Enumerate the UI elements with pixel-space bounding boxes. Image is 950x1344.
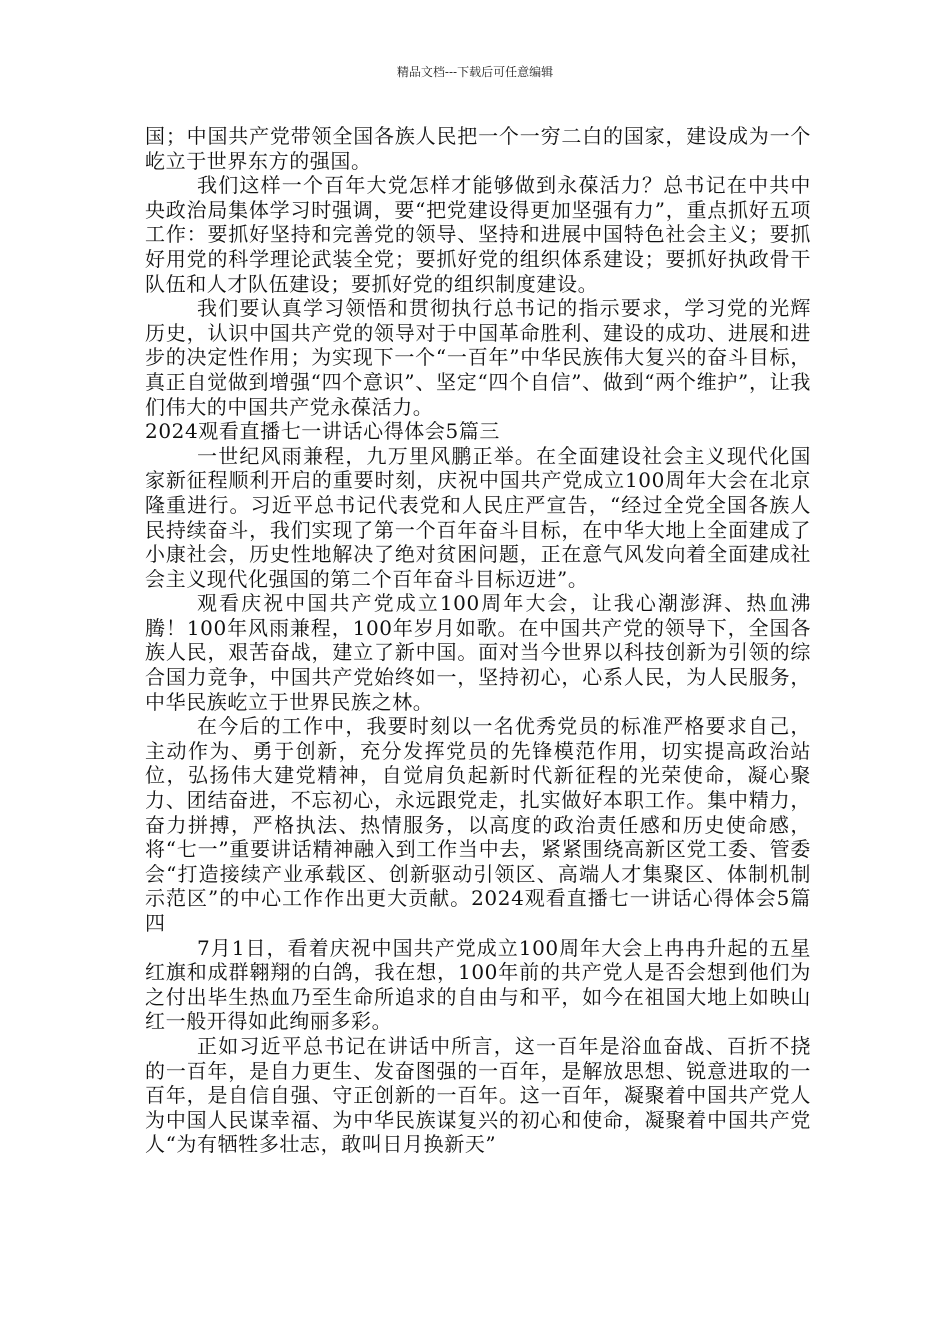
paragraph: 观看庆祝中国共产党成立100周年大会，让我心潮澎湃、热血沸腾！100年风雨兼程，100年岁月如歌。在中国共产党的领导下，全国各族人民，艰苦奋战，建立了新中国。面对当今世界以科技创新为引领的综合国力竞争，中国共产党始终如一，坚持初心，心系人民，为人民服务，中华民族屹立于世界民族之林。 [145,591,811,714]
paragraph: 7月1日，看着庆祝中国共产党成立100周年大会上冉冉升起的五星红旗和成群翱翔的白鸽，我在想，100年前的共产党人是否会想到他们为之付出毕生热血乃至生命所追求的自由与和平，如今在祖国大地上如映山红一般开得如此绚丽多彩。 [145,935,811,1034]
page-header: 精品文档---下载后可任意编辑 [396,65,554,79]
paragraph: 一世纪风雨兼程，九万里风鹏正举。在全面建设社会主义现代化国家新征程顺利开启的重要时刻，庆祝中国共产党成立100周年大会在北京隆重进行。习近平总书记代表党和人民庄严宣告，“经过全党全国各族人民持续奋斗，我们实现了第一个百年奋斗目标，在中华大地上全面建成了小康社会，历史性地解决了绝对贫困问题，正在意气风发向着全面建成社会主义现代化强国的第二个百年奋斗目标迈进”。 [145,443,811,591]
section-heading: 2024观看直播七一讲话心得体会5篇三 [145,419,501,444]
paragraph: 我们要认真学习领悟和贯彻执行总书记的指示要求，学习党的光辉历史，认识中国共产党的领导对于中国革命胜利、建设的成功、进展和进步的决定性作用；为实现下一个“一百年”中华民族伟大复兴的奋斗目标，真正自觉做到增强“四个意识”、坚定“四个自信”、做到“两个维护”，让我们伟大的中国共产党永葆活力。 [145,296,811,419]
paragraph: 我们这样一个百年大党怎样才能够做到永葆活力？总书记在中共中央政治局集体学习时强调，要“把党建设得更加坚强有力”，重点抓好五项工作：要抓好坚持和完善党的领导、坚持和进展中国特色社会主义；要抓好用党的科学理论武装全党；要抓好党的组织体系建设；要抓好执政骨干队伍和人才队伍建设；要抓好党的组织制度建设。 [145,173,811,296]
document-body [145,124,811,1157]
paragraph: 正如习近平总书记在讲话中所言，这一百年是浴血奋战、百折不挠的一百年，是自力更生、发奋图强的一百年，是解放思想、锐意进取的一百年，是自信自强、守正创新的一百年。这一百年，凝聚着中国共产党人为中国人民谋幸福、为中华民族谋复兴的初心和使命，凝聚着中国共产党人“为有牺牲多壮志，敢叫日月换新天” [145,1033,811,1157]
paragraph: 在今后的工作中，我要时刻以一名优秀党员的标准严格要求自己，主动作为、勇于创新，充分发挥党员的先锋模范作用，切实提高政治站位，弘扬伟大建党精神，自觉肩负起新时代新征程的光荣使命，凝心聚力、团结奋进，不忘初心，永远跟党走，扎实做好本职工作。集中精力，奋力拼搏，严格执法、热情服务，以高度的政治责任感和历史使命感，将“七一”重要讲话精神融入到工作当中去，紧紧围绕高新区党工委、管委会“打造接续产业承载区、创新驱动引领区、高端人才集聚区、体制机制示范区”的中心工作作出更大贡献。2024观看直播七一讲话心得体会5篇四 [145,714,811,935]
paragraph: 国；中国共产党带领全国各族人民把一个一穷二白的国家，建设成为一个屹立于世界东方的强国。 [145,124,811,173]
